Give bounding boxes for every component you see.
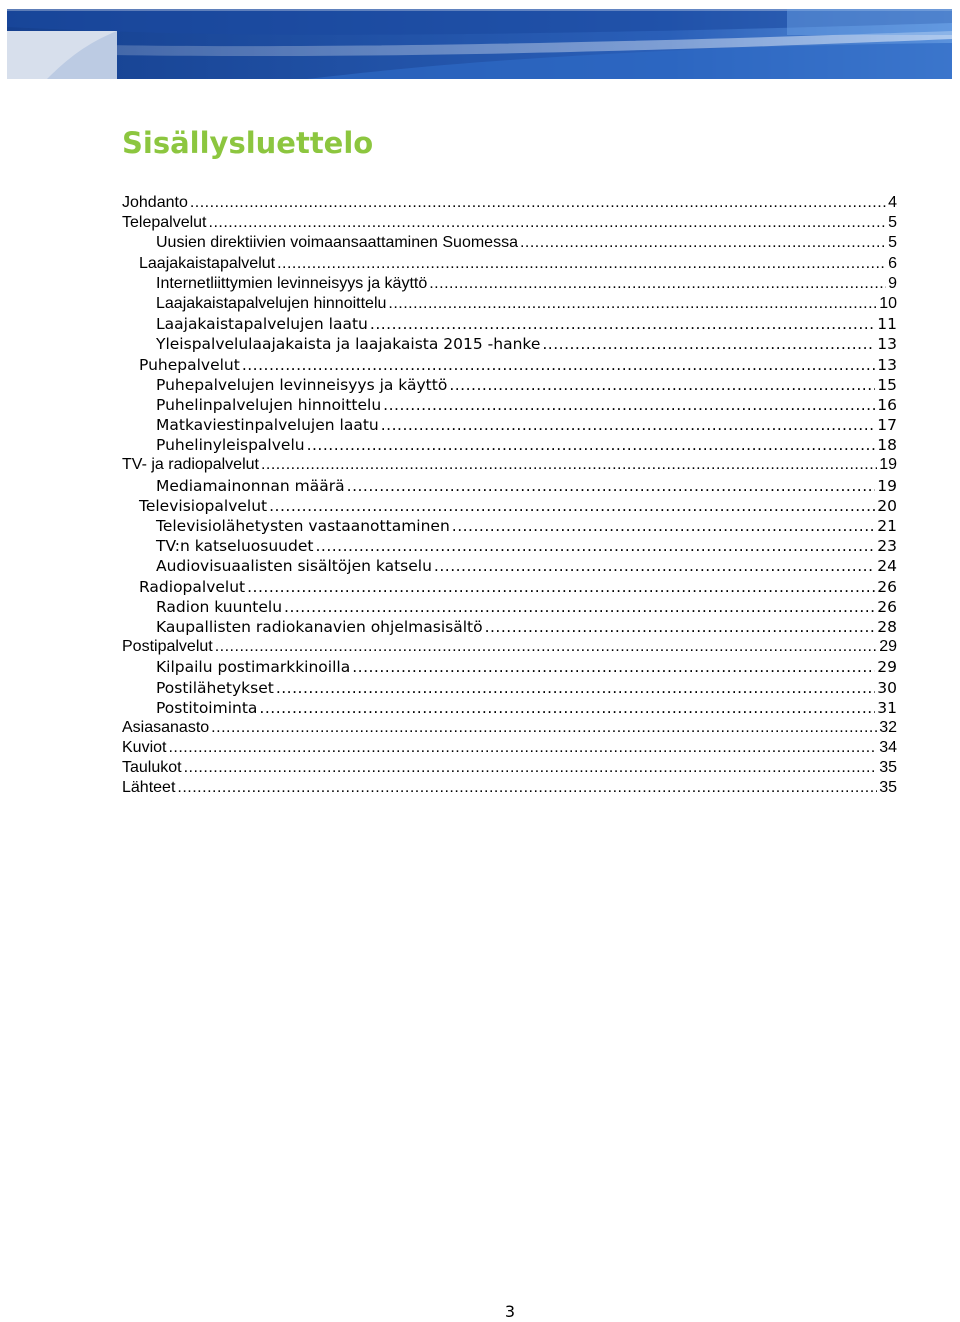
toc-entry[interactable]: [122, 233, 897, 253]
header-banner: [7, 9, 952, 79]
toc-entry[interactable]: [122, 395, 897, 415]
toc-entry-label: Mediamainonnan määrä: [156, 476, 345, 495]
toc-dot-leader: [184, 758, 878, 778]
toc-entry-page: 18: [877, 436, 897, 455]
toc-entry-page: 29: [879, 638, 897, 656]
toc-entry-label: TV- ja radiopalvelut: [122, 456, 259, 474]
toc-entry-page: 30: [877, 678, 897, 697]
toc-entry-label: Laajakaistapalvelujen laatu: [156, 315, 368, 334]
toc-entry-label: Televisiolähetysten vastaanottaminen: [156, 517, 450, 535]
toc-entry[interactable]: [122, 294, 897, 314]
toc-entry-page: 34: [879, 739, 897, 757]
page-number: 3: [504, 1302, 516, 1321]
toc-dot-leader: [277, 254, 886, 274]
toc-entry[interactable]: [122, 556, 897, 576]
toc-entry-page: 5: [888, 234, 897, 252]
toc-entry[interactable]: [122, 274, 897, 294]
toc-entry-page: 21: [877, 517, 897, 535]
toc-entry-page: 13: [877, 335, 897, 354]
toc-entry-label: Uusien direktiivien voimaansaattaminen Suomessa: [156, 234, 518, 252]
toc-dot-leader: [242, 355, 875, 375]
toc-entry-page: 35: [879, 759, 897, 777]
toc-dot-leader: [209, 213, 887, 233]
toc-entry-label: Internetliittymien levinneisyys ja käyttö: [156, 274, 428, 292]
toc-dot-leader: [542, 334, 875, 354]
toc-entry[interactable]: [122, 758, 897, 778]
page-title: Sisällysluettelo: [122, 126, 374, 160]
toc-dot-leader: [307, 435, 876, 455]
toc-entry[interactable]: [122, 375, 897, 395]
toc-entry[interactable]: [122, 334, 897, 354]
toc-entry[interactable]: [122, 476, 897, 496]
toc-entry-label: Asiasanasto: [122, 718, 210, 736]
toc-entry-label: Televisiopalvelut: [139, 496, 268, 515]
toc-dot-leader: [247, 577, 875, 597]
toc-entry-label: Kaupallisten radiokanavien ohjelmasisältö: [156, 617, 483, 636]
toc-entry-label: Audiovisuaalisten sisältöjen katselu: [156, 557, 432, 576]
toc-entry-label: Yleispalvelulaajakaista ja laajakaista 2015 -hanke: [156, 335, 541, 354]
toc-dot-leader: [261, 455, 877, 475]
toc-entry-label: Radion kuuntelu: [156, 597, 283, 616]
toc-entry-page: 9: [888, 274, 897, 292]
toc-entry[interactable]: [122, 617, 897, 637]
toc-entry-page: 4: [888, 194, 897, 211]
toc-entry-label: Postipalvelut: [122, 638, 213, 656]
toc-entry-page: 24: [877, 557, 897, 576]
toc-entry[interactable]: [122, 718, 897, 738]
toc-entry-label: Radiopalvelut: [139, 577, 246, 596]
toc-dot-leader: [347, 476, 876, 496]
toc-entry-page: 26: [877, 597, 897, 616]
toc-dot-leader: [383, 395, 875, 415]
toc-entry-label: Puhelinpalvelujen hinnoittelu: [156, 395, 382, 414]
toc-entry-label: TV:n katseluosuudet: [156, 537, 314, 556]
toc-entry-page: 31: [877, 698, 897, 717]
toc-entry-label: Johdanto: [122, 194, 188, 211]
toc-entry-page: 16: [877, 395, 897, 414]
toc-entry-page: 20: [877, 496, 897, 515]
toc-entry-page: 13: [877, 355, 897, 374]
toc-entry-page: 23: [877, 537, 897, 556]
toc-entry-label: Laajakaistapalvelut: [139, 254, 276, 272]
toc-entry[interactable]: [122, 213, 897, 233]
toc-dot-leader: [215, 637, 877, 657]
toc-entry-label: Postitoiminta: [156, 698, 258, 717]
table-of-contents: [122, 193, 897, 799]
toc-dot-leader: [276, 678, 875, 698]
toc-entry-page: 15: [877, 375, 897, 394]
toc-entry-page: 26: [877, 577, 897, 596]
toc-entry-label: Laajakaistapalvelujen hinnoittelu: [156, 294, 387, 312]
toc-dot-leader: [315, 536, 875, 556]
toc-entry-label: Puhelinyleispalvelu: [156, 436, 305, 455]
toc-entry-label: Lähteet: [122, 779, 176, 797]
toc-entry[interactable]: [122, 778, 897, 798]
toc-dot-leader: [434, 556, 875, 576]
toc-entry[interactable]: [122, 577, 897, 597]
toc-entry-label: Telepalvelut: [122, 214, 207, 232]
toc-entry-label: Puhepalvelujen levinneisyys ja käyttö: [156, 375, 448, 394]
toc-entry-page: 29: [877, 658, 897, 677]
toc-entry-page: 28: [877, 617, 897, 636]
toc-entry[interactable]: [122, 435, 897, 455]
toc-entry-label: Taulukot: [122, 759, 182, 777]
toc-entry[interactable]: [122, 678, 897, 698]
toc-entry[interactable]: [122, 314, 897, 334]
toc-entry[interactable]: [122, 637, 897, 657]
toc-dot-leader: [388, 294, 877, 314]
toc-entry[interactable]: [122, 536, 897, 556]
toc-entry[interactable]: [122, 698, 897, 718]
toc-dot-leader: [449, 375, 875, 395]
toc-dot-leader: [452, 516, 875, 536]
toc-entry-page: 17: [877, 416, 897, 435]
toc-entry-page: 19: [877, 476, 897, 495]
toc-dot-leader: [381, 415, 876, 435]
toc-entry[interactable]: [122, 455, 897, 475]
toc-entry-page: 11: [877, 315, 897, 334]
toc-entry-label: Postilähetykset: [156, 678, 274, 697]
toc-dot-leader: [429, 274, 886, 294]
toc-entry[interactable]: [122, 496, 897, 516]
banner-graphic: [7, 9, 952, 79]
toc-entry-page: 19: [879, 456, 897, 474]
toc-entry-page: 6: [888, 254, 897, 272]
toc-dot-leader: [284, 597, 875, 617]
toc-dot-leader: [269, 496, 875, 516]
toc-entry-label: Kuviot: [122, 739, 167, 757]
toc-entry[interactable]: [122, 516, 897, 536]
toc-entry-page: 10: [879, 294, 897, 312]
toc-entry[interactable]: [122, 738, 897, 758]
toc-dot-leader: [190, 193, 886, 213]
toc-dot-leader: [211, 718, 877, 738]
toc-dot-leader: [370, 314, 875, 334]
toc-dot-leader: [259, 698, 875, 718]
toc-dot-leader: [520, 233, 886, 253]
toc-dot-leader: [177, 778, 877, 798]
toc-entry[interactable]: [122, 657, 897, 677]
toc-entry[interactable]: [122, 355, 897, 375]
toc-dot-leader: [485, 617, 876, 637]
toc-entry[interactable]: [122, 193, 897, 213]
toc-dot-leader: [168, 738, 877, 758]
toc-entry-page: 5: [888, 214, 897, 232]
toc-dot-leader: [352, 657, 875, 677]
toc-entry[interactable]: [122, 415, 897, 435]
toc-entry-page: 35: [879, 779, 897, 797]
toc-entry-label: Kilpailu postimarkkinoilla: [156, 658, 351, 677]
toc-entry-page: 32: [879, 718, 897, 736]
toc-entry-label: Matkaviestinpalvelujen laatu: [156, 416, 379, 435]
toc-entry[interactable]: [122, 254, 897, 274]
toc-entry-label: Puhepalvelut: [139, 355, 240, 374]
toc-entry[interactable]: [122, 597, 897, 617]
